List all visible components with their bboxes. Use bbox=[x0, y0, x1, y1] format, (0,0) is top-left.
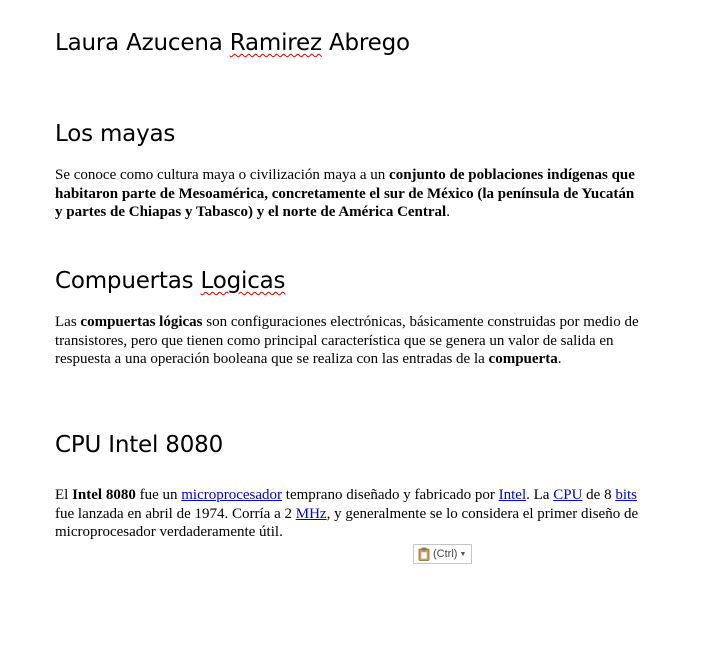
heading-cpu-intel-8080: CPU Intel 8080 bbox=[55, 432, 224, 458]
paragraph-cpu-intel-8080: El Intel 8080 fue un microprocesador temprano diseñado y fabricado por Intel. La CPU de 8 bits fue lanzada en abril de 1974. Corría a 2 MHz, y generalmente se lo considera el primer diseño de microprocesador verdaderamente útil. bbox=[55, 487, 639, 540]
document-title bbox=[55, 30, 410, 56]
bold-text: compuerta bbox=[488, 351, 558, 367]
spelling-flagged-word[interactable]: Logicas bbox=[200, 268, 286, 294]
paragraph-los-mayas: Se conoce como cultura maya o civilización maya a un conjunto de poblaciones indígenas que habitaron parte de Mesoamérica, concretamente el sur de México (la península de Yucatán y partes de Chiapas y Tabasco) y el norte de América Central. bbox=[55, 167, 635, 220]
title-text-end: Abrego bbox=[321, 30, 410, 56]
paste-options-button[interactable] bbox=[413, 544, 472, 564]
title-text: Laura Azucena bbox=[55, 30, 230, 56]
chevron-down-icon: ▼ bbox=[459, 550, 467, 558]
paste-options-label: (Ctrl) bbox=[433, 548, 458, 560]
bold-text: Intel 8080 bbox=[72, 487, 136, 503]
link-microprocesador[interactable]: microprocesador bbox=[181, 487, 283, 503]
link-intel[interactable]: Intel bbox=[498, 487, 527, 503]
paragraph-compuertas-logicas: Las compuertas lógicas son configuraciones electrónicas, básicamente construidas por medio de transistores, pero que tienen como principal característica que se genera un valor de salida en respuesta a una operación booleana que se realiza con las entradas de la compuerta. bbox=[55, 314, 639, 367]
bold-text: conjunto de poblaciones indígenas que habitaron parte de Mesoamérica, concretamente el sur de México (la península de Yucatán y partes de Chiapas y Tabasco) y el norte de América Central bbox=[55, 167, 635, 220]
link-bits[interactable]: bits bbox=[615, 487, 638, 503]
link-mhz[interactable]: MHz bbox=[295, 505, 327, 522]
clipboard-icon bbox=[418, 547, 430, 561]
heading-los-mayas: Los mayas bbox=[55, 121, 176, 147]
spelling-flagged-word[interactable]: Ramirez bbox=[229, 30, 322, 56]
link-cpu[interactable]: CPU bbox=[553, 487, 583, 503]
heading-compuertas-logicas: Compuertas Logicas bbox=[55, 268, 286, 294]
bold-text: compuertas lógicas bbox=[80, 314, 203, 330]
